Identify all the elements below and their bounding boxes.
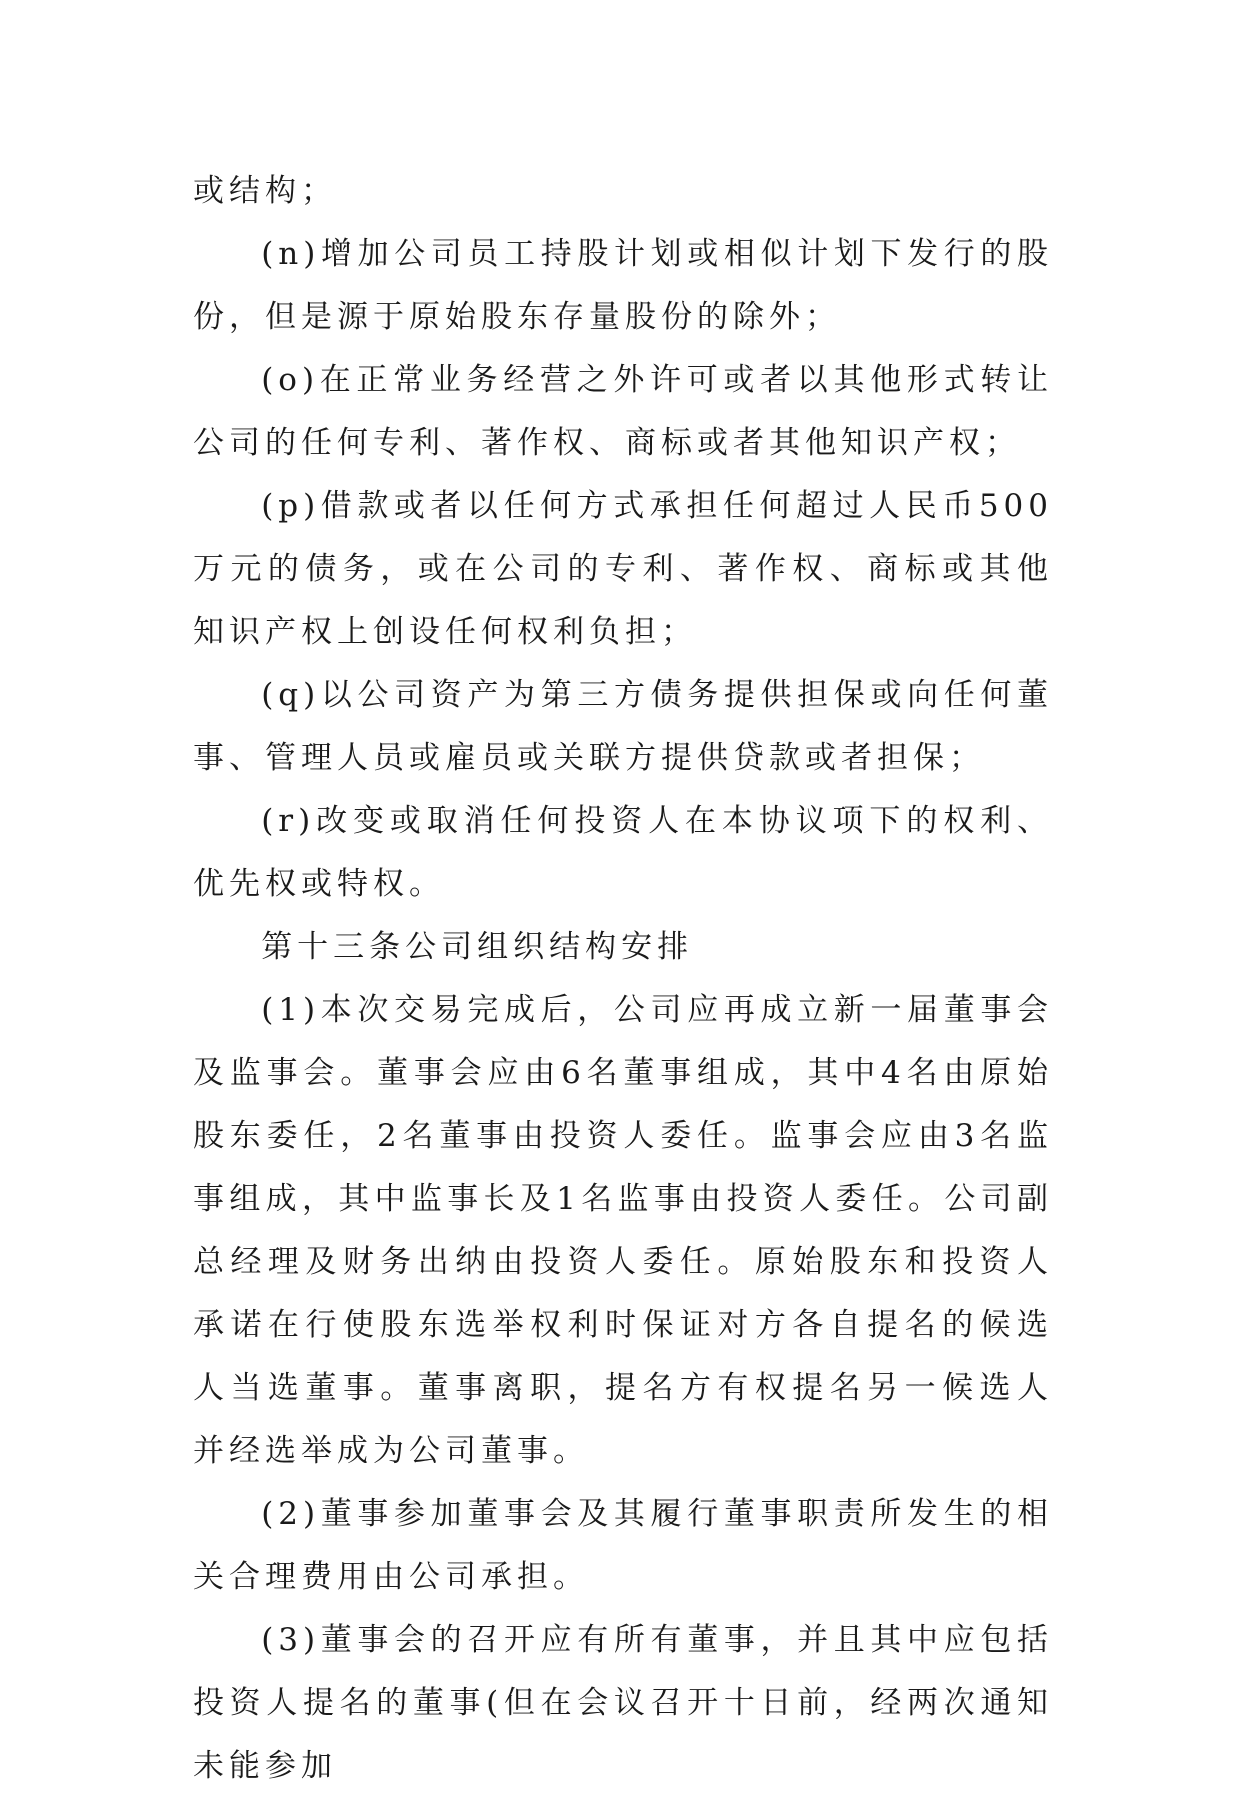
article-13-heading: 第十三条公司组织结构安排 bbox=[261, 929, 694, 965]
article-13-item-1: (1)本次交易完成后，公司应再成立新一届董事会及监事会。董事会应由6名董事组成，其中4名由原始股东委任，2名董事由投资人委任。监事会应由3名监事组成，其中监事长及1名监事由投资人委任。公司副总经理及财务出纳由投资人委任。原始股东和投资人承诺在行使股东选举权利时保证对方各自提名的候选人当选董事。董事离职，提名方有权提名另一候选人并经选举成为公司董事。 bbox=[193, 992, 1053, 1469]
document-body bbox=[193, 160, 1053, 1798]
clause-p: (p)借款或者以任何方式承担任何超过人民币500万元的债务，或在公司的专利、著作权、商标或其他知识产权上创设任何权利负担； bbox=[193, 488, 1053, 650]
clause-o: (o)在正常业务经营之外许可或者以其他形式转让公司的任何专利、著作权、商标或者其他知识产权； bbox=[193, 362, 1053, 461]
clause-r: (r)改变或取消任何投资人在本协议项下的权利、优先权或特权。 bbox=[193, 803, 1053, 902]
clause-q: (q)以公司资产为第三方债务提供担保或向任何董事、管理人员或雇员或关联方提供贷款或者担保； bbox=[193, 677, 1053, 776]
paragraph-continuation: 或结构； bbox=[193, 173, 337, 209]
article-13-item-2: (2)董事参加董事会及其履行董事职责所发生的相关合理费用由公司承担。 bbox=[193, 1496, 1053, 1595]
article-13-item-3: (3)董事会的召开应有所有董事，并且其中应包括投资人提名的董事(但在会议召开十日前，经两次通知未能参加 bbox=[193, 1622, 1053, 1784]
clause-n: (n)增加公司员工持股计划或相似计划下发行的股份，但是源于原始股东存量股份的除外； bbox=[193, 236, 1053, 335]
